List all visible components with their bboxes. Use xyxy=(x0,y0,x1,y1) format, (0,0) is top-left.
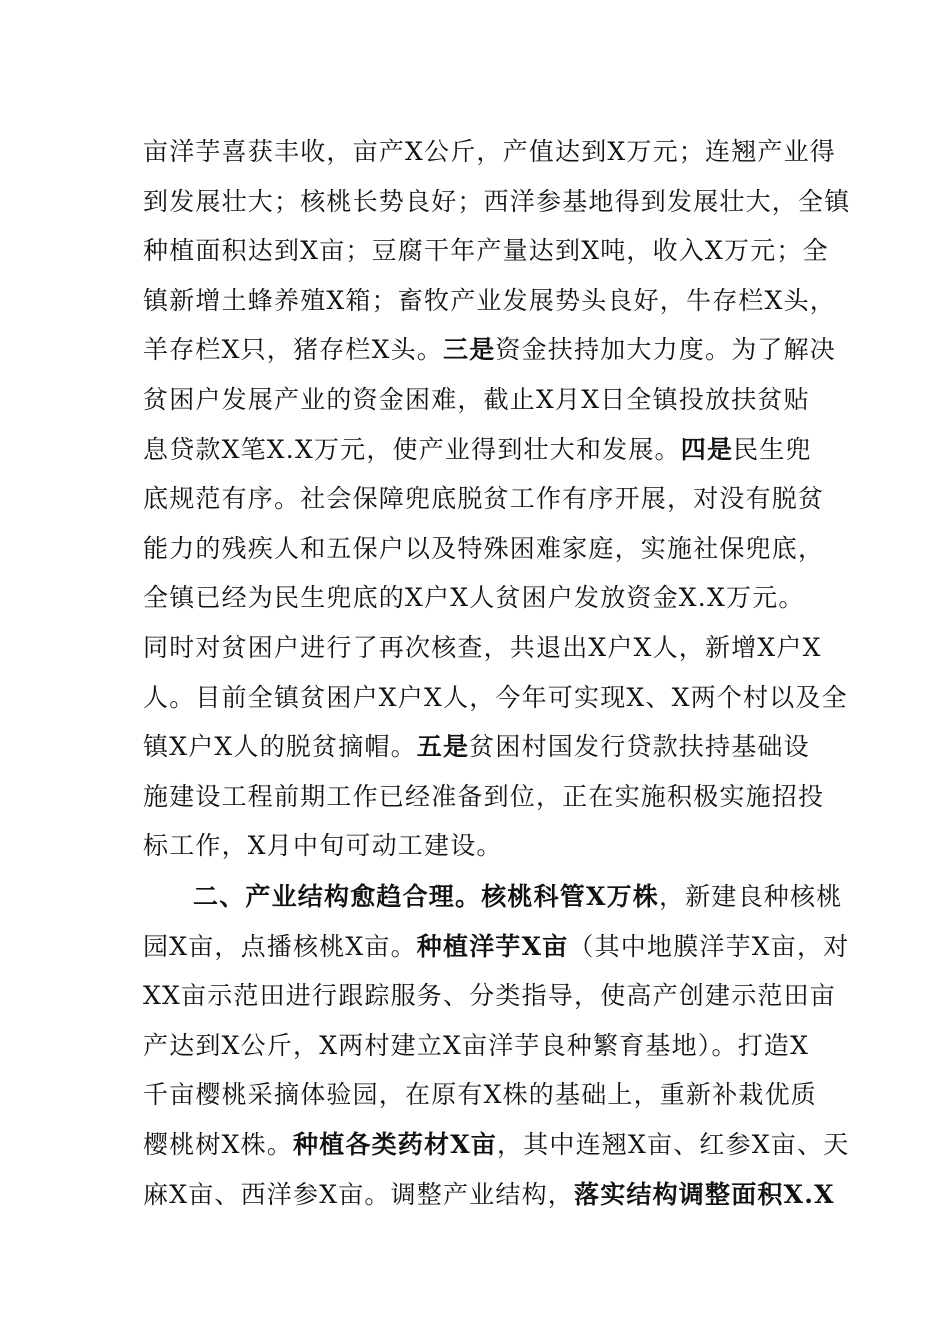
text-line xyxy=(143,177,851,227)
text-line xyxy=(143,524,825,574)
text-line xyxy=(143,772,825,822)
text-line xyxy=(143,1021,809,1071)
text-line xyxy=(143,922,850,972)
text-run: 底规范有序。社会保障兜底脱贫工作有序开展，对没有脱贫 xyxy=(143,484,825,514)
text-run: 千亩樱桃采摘体验园，在原有X株的基础上，重新补栽优质 xyxy=(143,1080,818,1110)
bold-text: 二、产业结构愈趋合理。核桃科管X万株 xyxy=(193,882,659,911)
text-run: ，新建良种核桃 xyxy=(659,882,843,911)
text-run: 亩洋芋喜获丰收，亩产X公斤，产值达到X万元；连翘产业得 xyxy=(143,137,836,166)
text-line xyxy=(143,673,848,723)
text-run: （其中地膜洋芋X亩，对 xyxy=(568,931,850,961)
text-line xyxy=(143,722,809,772)
text-run: 到发展壮大；核桃长势良好；西洋参基地得到发展壮大，全镇 xyxy=(143,186,851,216)
text-line xyxy=(143,375,809,425)
bold-text: 四是 xyxy=(680,434,734,464)
text-run: 贫困村国发行贷款扶持基础设 xyxy=(469,732,810,762)
text-line xyxy=(143,573,809,623)
text-line xyxy=(143,127,836,177)
text-run: 同时对贫困户进行了再次核查，共退出X户X人，新增X户X xyxy=(143,632,822,662)
text-run: 资金扶持加大力度。为了解决 xyxy=(495,335,837,365)
text-run: 樱桃树X株。 xyxy=(143,1129,293,1159)
text-run: 人。目前全镇贫困户X户X人，今年可实现X、X两个村以及全 xyxy=(143,682,848,712)
text-line xyxy=(143,325,837,375)
text-run: 全镇已经为民生兜底的X户X人贫困户发放资金X.X万元。 xyxy=(143,583,805,613)
text-run: 镇X户X人的脱贫摘帽。 xyxy=(143,732,417,762)
text-line xyxy=(143,623,822,673)
text-line xyxy=(143,1170,835,1220)
text-line xyxy=(143,971,836,1021)
text-line xyxy=(143,1070,818,1120)
text-run: 镇新增土蜂养殖X箱；畜牧产业发展势头良好，牛存栏X头， xyxy=(143,285,836,315)
text-run: 麻X亩、西洋参X亩。调整产业结构， xyxy=(143,1179,574,1209)
text-run: XX亩示范田进行跟踪服务、分类指导，使高产创建示范田亩 xyxy=(143,981,836,1011)
text-line xyxy=(143,276,836,326)
text-run: 息贷款X笔X.X万元，使产业得到壮大和发展。 xyxy=(143,434,681,464)
bold-text: 五是 xyxy=(416,732,470,762)
text-line xyxy=(143,1120,850,1170)
text-line xyxy=(143,821,809,871)
text-line xyxy=(143,474,825,524)
text-run: 标工作，X月中旬可动工建设。 xyxy=(143,831,503,861)
paragraph-2 xyxy=(143,872,850,1219)
text-run: 民生兜 xyxy=(733,434,812,464)
paragraph-1 xyxy=(143,127,851,871)
text-run: 施建设工程前期工作已经准备到位，正在实施积极实施招投 xyxy=(143,781,825,811)
text-line xyxy=(143,425,812,475)
bold-text: 种植洋芋X亩 xyxy=(416,931,569,961)
text-line xyxy=(143,226,829,276)
text-run: 园X亩，点播核桃X亩。 xyxy=(143,931,417,961)
text-run: 羊存栏X只，猪存栏X头。 xyxy=(143,335,443,365)
bold-text: 落实结构调整面积X.X xyxy=(574,1179,835,1209)
text-run: 产达到X公斤，X两村建立X亩洋芋良种繁育基地）。打造X xyxy=(143,1030,810,1060)
text-line xyxy=(143,872,843,922)
text-run: 能力的残疾人和五保户以及特殊困难家庭，实施社保兜底， xyxy=(143,533,825,563)
bold-text: 三是 xyxy=(443,335,496,365)
text-run: ，其中连翘X亩、红参X亩、天 xyxy=(497,1129,850,1159)
bold-text: 种植各类药材X亩 xyxy=(293,1129,497,1159)
text-run: 种植面积达到X亩；豆腐干年产量达到X吨，收入X万元；全 xyxy=(143,236,829,266)
text-run: 贫困户发展产业的资金困难，截止X月X日全镇投放扶贫贴 xyxy=(143,384,810,414)
